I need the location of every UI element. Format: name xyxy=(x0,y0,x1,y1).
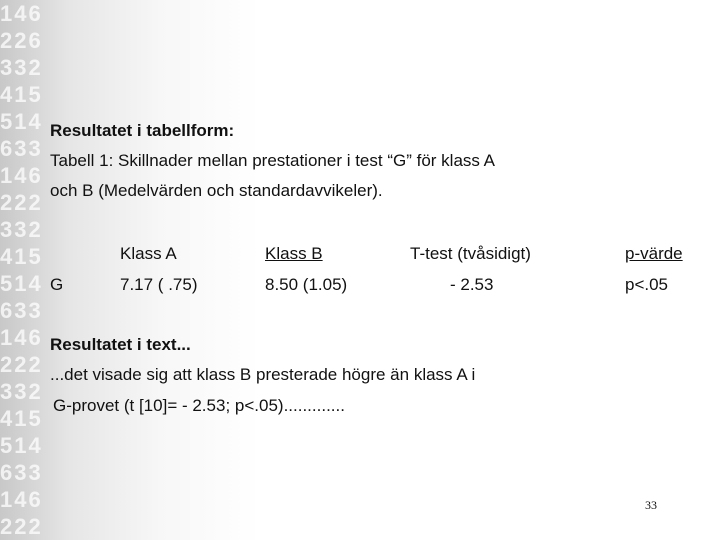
table-cell-klass-b: 8.50 (1.05) xyxy=(265,275,348,294)
decor-digits: 226 xyxy=(0,28,43,53)
decor-digits: 332 xyxy=(0,55,43,80)
table-caption-line-1: Tabell 1: Skillnader mellan prestationer i test “G” för klass A xyxy=(50,151,496,170)
decor-digits: 146 xyxy=(0,487,43,512)
decor-digits: 514 xyxy=(0,109,43,134)
table-header-klass-b: Klass B xyxy=(265,244,323,263)
decor-digits: 332 xyxy=(0,217,43,242)
heading-text-form: Resultatet i text... xyxy=(50,335,191,354)
decor-digits: 514 xyxy=(0,433,43,458)
table-caption-line-2: och B (Medelvärden och standardavvikeler). xyxy=(50,181,383,200)
heading-table-form: Resultatet i tabellform: xyxy=(50,121,235,140)
decor-digits: 146 xyxy=(0,1,43,26)
decor-digits: 222 xyxy=(0,190,43,215)
decor-digits: 222 xyxy=(0,352,43,377)
table-header-t-test: T-test (tvåsidigt) xyxy=(410,244,531,263)
decor-digits: 514 xyxy=(0,271,43,296)
table-cell-p-value: p<.05 xyxy=(625,275,669,294)
result-text-line-1: ...det visade sig att klass B presterade högre än klass A i xyxy=(50,365,476,384)
table-header-klass-a: Klass A xyxy=(120,244,177,263)
decor-digits: 415 xyxy=(0,244,43,269)
decor-digits: 415 xyxy=(0,82,43,107)
decor-digits: 222 xyxy=(0,514,43,539)
decor-digits: 332 xyxy=(0,379,43,404)
table-cell-t-test: - 2.53 xyxy=(450,275,494,294)
result-text-line-2: G-provet (t [10]= - 2.53; p<.05)............. xyxy=(53,396,345,415)
slide-number: 33 xyxy=(645,498,657,512)
decor-digits: 633 xyxy=(0,298,43,323)
table-cell-klass-a: 7.17 ( .75) xyxy=(120,275,198,294)
decor-digits: 415 xyxy=(0,406,43,431)
table-header-p-value: p-värde xyxy=(625,244,683,263)
table-row-label: G xyxy=(50,275,64,294)
decor-digits: 633 xyxy=(0,136,43,161)
decor-digits: 146 xyxy=(0,325,43,350)
decorative-number-column xyxy=(0,0,80,540)
decor-digits: 633 xyxy=(0,460,43,485)
decor-digits: 146 xyxy=(0,163,43,188)
